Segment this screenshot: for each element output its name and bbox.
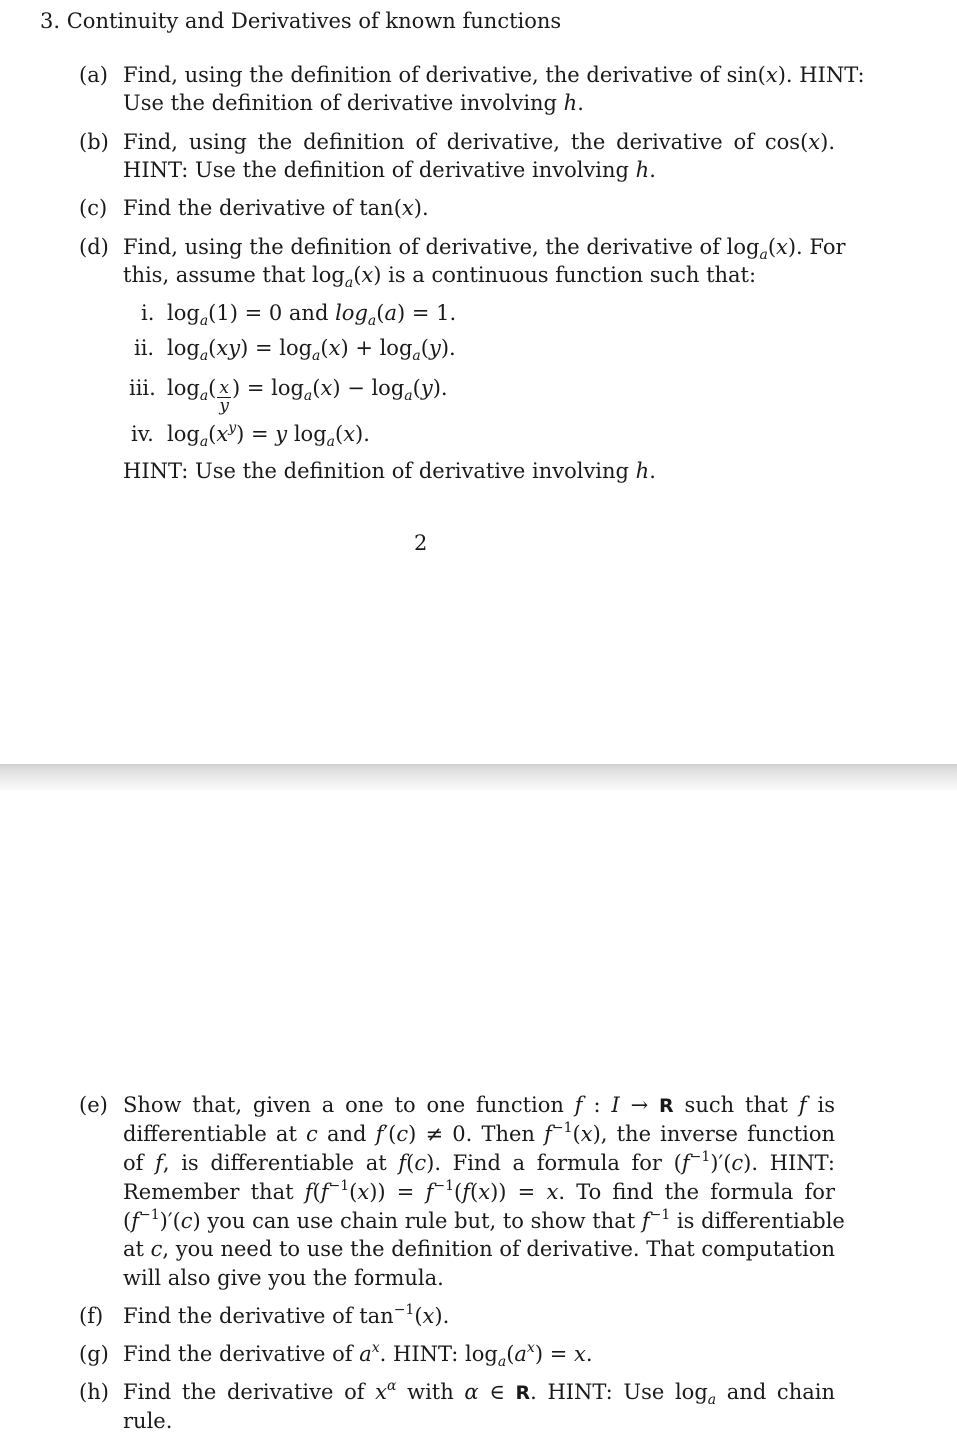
item-f-label: (f): [79, 1304, 104, 1328]
subitem-ii-label: ii.: [134, 336, 155, 360]
subitem-iv-label: iv.: [131, 422, 154, 446]
subitem-iii-label: iii.: [129, 376, 156, 400]
item-f-text: Find the derivative of $\tan^{-1}(x)$.: [123, 1302, 450, 1328]
fraction-x-over-y: $\frac{x}{y}$: [219, 378, 229, 416]
page-number: 2: [414, 531, 428, 555]
section-heading: [40, 7, 561, 36]
item-g-text: Find the derivative of $a^x$. HINT: $\log_a(a^x) = x$.: [123, 1340, 593, 1370]
item-d-hint: HINT: Use the definition of derivative involving h.: [123, 459, 656, 483]
item-d-line-2: this, assume that $\log_a(x)$ is a continuous function such that:: [123, 263, 757, 291]
item-d-line-1: Find, using the definition of derivative, the derivative of $\log_a(x)$. For: [123, 235, 846, 263]
page-separator: [0, 764, 957, 790]
item-g-label: (g): [79, 1342, 109, 1366]
section-number: 3.: [40, 9, 61, 33]
item-a-line-2: Use the definition of derivative involving h.: [123, 91, 584, 115]
page-2: [0, 790, 957, 1437]
item-e-line-2: differentiable at c and f′(c) ≠ 0. Then $f^{-1}(x)$, the inverse function: [123, 1120, 836, 1146]
subitem-ii-text: $\log_a(xy) = \log_a(x) + \log_a(y)$.: [167, 336, 456, 364]
item-a-line-1: Find, using the definition of derivative, the derivative of sin(x). HINT:: [123, 63, 865, 87]
item-h-line-2: rule.: [123, 1409, 173, 1433]
item-c-text: Find the derivative of tan(x).: [123, 196, 429, 220]
item-e-line-6: at c, you need to use the definition of derivative. That computation: [123, 1237, 835, 1261]
item-b-line-1: Find, using the definition of derivative, the derivative of cos(x).: [123, 130, 835, 154]
item-d-label: (d): [79, 235, 109, 259]
item-b-line-2: HINT: Use the definition of derivative involving h.: [123, 158, 656, 182]
item-e-line-4: Remember that $f(f^{-1}(x)) = f^{-1}(f(x)) = x$. To find the formula for: [123, 1178, 835, 1204]
item-h-line-1: Find the derivative of $x^\alpha$ with α ∈ R. HINT: Use $\log_a$ and chain: [123, 1378, 835, 1408]
item-e-line-5: $(f^{-1})'(c)$ you can use chain rule but, to show that $f^{-1}$ is differentiable: [123, 1207, 845, 1233]
subitem-i-text: $\log_a(1) = 0$ and $\log_a(a) = 1$.: [167, 301, 457, 329]
section-title: Continuity and Derivatives of known functions: [66, 9, 562, 33]
item-e-line-7: will also give you the formula.: [123, 1266, 444, 1290]
item-a-label: (a): [79, 63, 108, 87]
item-e-label: (e): [79, 1093, 108, 1117]
item-h-label: (h): [79, 1380, 109, 1404]
item-b-label: (b): [79, 130, 109, 154]
item-c-label: (c): [79, 196, 108, 220]
subitem-iv-text: $\log_a(x^y) = y$ $\log_a(x)$.: [167, 420, 370, 450]
item-e-line-1: Show that, given a one to one function f : I → R such that f is: [123, 1093, 835, 1117]
subitem-i-label: i.: [141, 301, 155, 325]
item-e-line-3: of f, is differentiable at f(c). Find a formula for $(f^{-1})'(c)$. HINT:: [123, 1149, 836, 1175]
subitem-iii-text: $\log_a$( $\frac{x}{y}$ ) = $\log_a(x) - \log_a(y)$.: [167, 376, 448, 416]
